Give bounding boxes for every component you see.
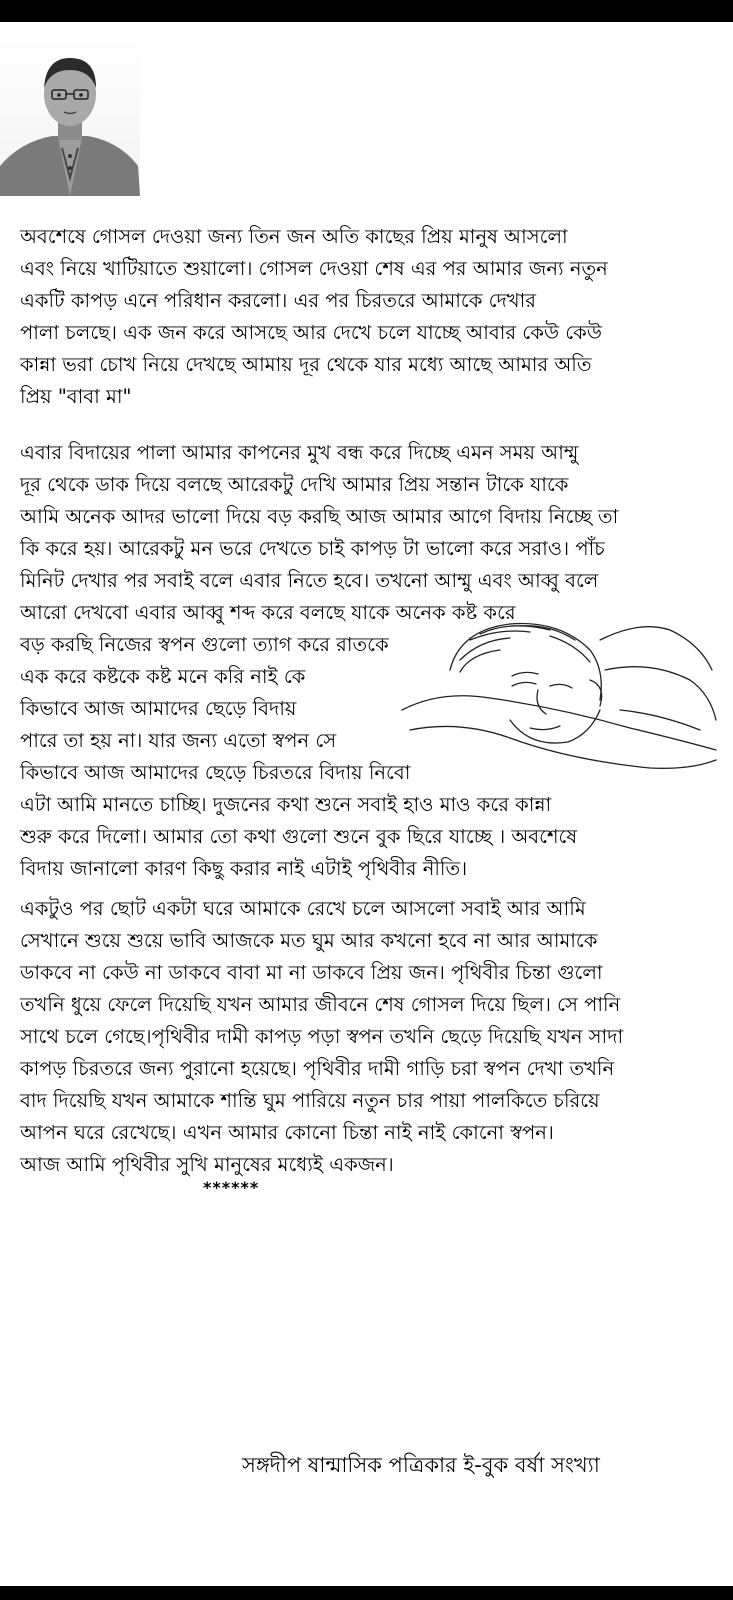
paragraph-3 xyxy=(20,893,623,1181)
text-line: অবশেষে গোসল দেওয়া জন্য তিন জন অতি কাছের প্রিয় মানুষ আসলো xyxy=(20,225,568,248)
text-line: দূর থেকে ডাক দিয়ে বলছে আরেকটু দেখি আমার প্রিয় সন্তান টাকে যাকে xyxy=(20,473,569,496)
text-line: বাদ দিয়েছি যখন আমাকে শান্তি ঘুম পারিয়ে নতুন চার পায়া পালকিতে চরিয়ে xyxy=(20,1089,600,1112)
text-line: সেখানে শুয়ে শুয়ে ভাবি আজকে মত ঘুম আর কখনো হবে না আর আমাকে xyxy=(20,929,598,952)
paragraph-1 xyxy=(20,221,608,413)
text-line: এবং নিয়ে খাটিয়াতে শুয়ালো। গোসল দেওয়া শেষ এর পর আমার জন্য নতুন xyxy=(20,257,608,280)
text-line: একটি কাপড় এনে পরিধান করলো। এর পর চিরতরে আমাকে দেখার xyxy=(20,289,536,312)
author-photo xyxy=(0,38,140,196)
text-line: শুরু করে দিলো। আমার তো কথা গুলো শুনে বুক ছিরে যাচ্ছে । অবশেষে xyxy=(20,825,578,848)
bottom-border-bar xyxy=(0,1586,733,1600)
text-line: একটুও পর ছোট একটা ঘরে আমাকে রেখে চলে আসলো সবাই আর আমি xyxy=(20,897,586,920)
text-line: পালা চলছে। এক জন করে আসছে আর দেখে চলে যাচ্ছে আবার কেউ কেউ xyxy=(20,321,602,344)
text-line: সাথে চলে গেছে।পৃথিবীর দামী কাপড় পড়া স্বপন তখনি ছেড়ে দিয়েছি যখন সাদা xyxy=(20,1025,624,1048)
text-line: কান্না ভরা চোখ নিয়ে দেখছে আমায় দূর থেকে যার মধ্যে আছে আমার অতি xyxy=(20,353,592,376)
publication-footer: সঙ্গদীপ ষান্মাসিক পত্রিকার ই-বুক বর্ষা সংখ্যা xyxy=(242,1453,600,1477)
text-line: এটা আমি মানতে চাচ্ছি। দুজনের কথা শুনে সবাই হাও মাও করে কান্না xyxy=(20,793,552,816)
text-line: আজ আমি পৃথিবীর সুখি মানুষের মধ্যেই একজন। xyxy=(20,1153,394,1176)
text-line: মিনিট দেখার পর সবাই বলে এবার নিতে হবে। তখনো আম্মু এবং আব্বু বলে xyxy=(20,569,599,592)
text-line: এক করে কষ্টকে কষ্ট মনে করি নাই কে xyxy=(20,665,306,688)
text-line: ডাকবে না কেউ না ডাকবে বাবা মা না ডাকবে প্রিয় জন। পৃথিবীর চিন্তা গুলো xyxy=(20,961,603,984)
text-line: কাপড় চিরতরে জন্য পুরানো হয়েছে। পৃথিবীর দামী গাড়ি চরা স্বপন দেখা তখনি xyxy=(20,1057,615,1080)
text-line: কি করে হয়। আরেকটু মন ভরে দেখতে চাই কাপড় টা ভালো করে সরাও। পাঁচ xyxy=(20,537,605,560)
section-separator: ****** xyxy=(203,1178,260,1197)
text-line: কিভাবে আজ আমাদের ছেড়ে চিরতরে বিদায় নিবো xyxy=(20,761,411,784)
text-line: তখনি ধুয়ে ফেলে দিয়েছি যখন আমার জীবনে শেষ গোসল দিয়ে ছিল। সে পানি xyxy=(20,993,621,1016)
top-border-bar xyxy=(0,0,733,22)
text-line: এবার বিদায়ের পালা আমার কাপনের মুখ বন্ধ করে দিচ্ছে এমন সময় আম্মু xyxy=(20,441,579,464)
text-line: আমি অনেক আদর ভালো দিয়ে বড় করছি আজ আমার আগে বিদায় নিচ্ছে তা xyxy=(20,505,619,528)
text-line: বিদায় জানালো কারণ কিছু করার নাই এটাই পৃথিবীর নীতি। xyxy=(20,857,468,880)
sleeping-man-illustration xyxy=(400,610,718,785)
text-line: আরো দেখবো এবার আব্বু শব্দ করে বলছে যাকে অনেক কষ্ট করে xyxy=(20,601,516,624)
text-line: পারে তা হয় না। যার জন্য এতো স্বপন সে xyxy=(20,729,337,752)
text-line: আপন ঘরে রেখেছে। এখন আমার কোনো চিন্তা নাই নাই কোনো স্বপন। xyxy=(20,1121,554,1144)
text-line: বড় করছি নিজের স্বপন গুলো ত্যাগ করে রাতকে xyxy=(20,633,389,656)
text-line: প্রিয় "বাবা মা" xyxy=(20,385,132,408)
text-line: কিভাবে আজ আমাদের ছেড়ে বিদায় xyxy=(20,697,297,720)
